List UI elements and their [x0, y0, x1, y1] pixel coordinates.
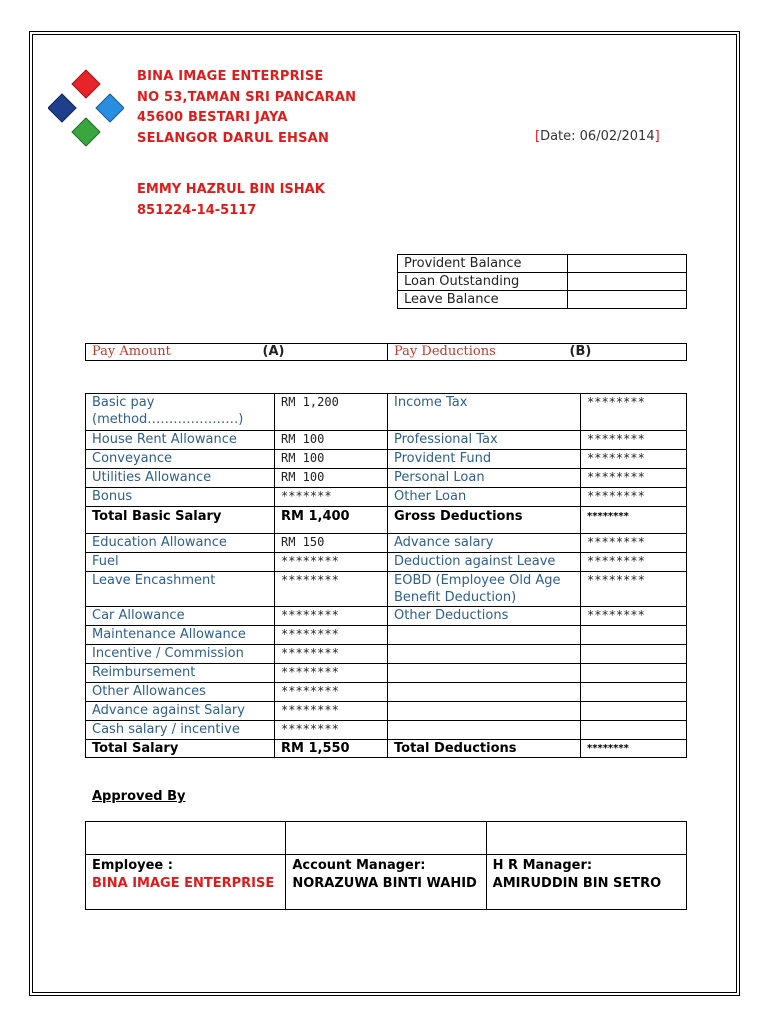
- date-bracket-close: ]: [654, 129, 660, 144]
- table-row: [86, 572, 687, 607]
- deduction-item-label: [388, 664, 581, 683]
- deduction-item-amount: [581, 664, 687, 683]
- pay-item-amount: ********: [275, 721, 388, 740]
- pay-item-label: Utilities Allowance: [86, 469, 275, 488]
- deduction-item-label: Provident Fund: [388, 450, 581, 469]
- employee-approver: [86, 855, 286, 910]
- deduction-item-label: Deduction against Leave: [388, 553, 581, 572]
- pay-amount-label: Pay Amount: [92, 344, 171, 359]
- pay-item-amount: RM 100: [275, 469, 388, 488]
- company-name: BINA IMAGE ENTERPRISE: [137, 69, 324, 84]
- account-manager-approver: [286, 855, 486, 910]
- deduction-item-amount: ********: [581, 607, 687, 626]
- employee-ic: 851224-14-5117: [137, 202, 257, 218]
- deduction-item-amount: ********: [581, 553, 687, 572]
- table-row: [86, 507, 687, 534]
- company-address-line-1: NO 53,TAMAN SRI PANCARAN: [137, 89, 357, 105]
- table-row: [86, 740, 687, 758]
- table-row: [86, 553, 687, 572]
- deduction-item-amount: ********: [581, 431, 687, 450]
- pay-item-amount: RM 100: [275, 431, 388, 450]
- pay-item-label: Conveyance: [86, 450, 275, 469]
- pay-item-amount: RM 1,550: [275, 740, 388, 758]
- hr-manager-approver: [486, 855, 686, 910]
- pay-item-label: Cash salary / incentive: [86, 721, 275, 740]
- deduction-item-amount: ********: [581, 488, 687, 507]
- approved-by-title: Approved By: [92, 789, 186, 804]
- pay-header-table: [85, 343, 687, 361]
- account-manager-signature-cell: [286, 822, 486, 855]
- pay-item-label: Reimbursement: [86, 664, 275, 683]
- balances-table: [397, 254, 687, 309]
- pay-item-amount: ********: [275, 572, 388, 607]
- deduction-item-label: Other Loan: [388, 488, 581, 507]
- deduction-item-label: [388, 683, 581, 702]
- balance-row: [398, 255, 687, 273]
- company-address-line-2: 45600 BESTARI JAYA: [137, 110, 288, 125]
- deduction-item-label: [388, 645, 581, 664]
- deduction-item-amount: [581, 626, 687, 645]
- employee-approver-value: BINA IMAGE ENTERPRISE: [92, 876, 275, 891]
- pay-item-label: Bonus: [86, 488, 275, 507]
- deduction-item-amount: ********: [581, 572, 687, 607]
- balance-label: Provident Balance: [398, 255, 568, 273]
- balance-value: [568, 255, 687, 273]
- pay-item-label: Basic pay (method…………………): [86, 394, 275, 431]
- table-row: [86, 702, 687, 721]
- deduction-item-label: Total Deductions: [388, 740, 581, 758]
- pay-item-amount: RM 150: [275, 534, 388, 553]
- date-text: Date: 06/02/2014: [540, 129, 655, 144]
- deduction-item-label: Gross Deductions: [388, 507, 581, 534]
- pay-item-amount: ********: [275, 664, 388, 683]
- deduction-item-label: Personal Loan: [388, 469, 581, 488]
- deduction-item-amount: [581, 683, 687, 702]
- table-row: [86, 645, 687, 664]
- pay-deductions-tag: (B): [569, 344, 592, 359]
- pay-item-label: Incentive / Commission: [86, 645, 275, 664]
- employee-signature-cell: [86, 822, 286, 855]
- pay-item-amount: ********: [275, 645, 388, 664]
- pay-item-label: Fuel: [86, 553, 275, 572]
- table-row: [86, 721, 687, 740]
- pay-item-label: House Rent Allowance: [86, 431, 275, 450]
- deduction-item-label: [388, 721, 581, 740]
- pay-item-label: Maintenance Allowance: [86, 626, 275, 645]
- table-row: [86, 488, 687, 507]
- table-row: [86, 607, 687, 626]
- pay-deductions-header: [388, 344, 687, 361]
- deduction-item-label: Other Deductions: [388, 607, 581, 626]
- pay-table: [85, 393, 687, 758]
- account-manager-label: Account Manager:: [292, 858, 426, 873]
- table-row: [86, 431, 687, 450]
- pay-item-amount: RM 100: [275, 450, 388, 469]
- table-row: [86, 683, 687, 702]
- date-bracket-open: [: [535, 129, 541, 144]
- pay-item-amount: ********: [275, 702, 388, 721]
- hr-manager-signature-cell: [486, 822, 686, 855]
- table-row: [86, 626, 687, 645]
- deduction-item-label: [388, 626, 581, 645]
- table-row: [86, 394, 687, 431]
- employee-block: [137, 180, 325, 221]
- pay-amount-tag: (A): [262, 344, 285, 359]
- pay-item-amount: ********: [275, 607, 388, 626]
- company-address-line-3: SELANGOR DARUL EHSAN: [137, 130, 330, 146]
- hr-manager-label: H R Manager:: [492, 858, 593, 873]
- table-row: [86, 664, 687, 683]
- pay-item-label: Car Allowance: [86, 607, 275, 626]
- table-row: [86, 469, 687, 488]
- company-block: [137, 67, 356, 149]
- balance-row: [398, 291, 687, 309]
- pay-item-amount: ********: [275, 553, 388, 572]
- pay-item-amount: *******: [275, 488, 388, 507]
- pay-item-amount: ********: [275, 626, 388, 645]
- deduction-item-amount: ********: [581, 469, 687, 488]
- deduction-item-amount: [581, 702, 687, 721]
- pay-item-label: Other Allowances: [86, 683, 275, 702]
- deduction-item-amount: ********: [581, 534, 687, 553]
- pay-amount-header: [86, 344, 388, 361]
- pay-item-label: Advance against Salary: [86, 702, 275, 721]
- hr-manager-value: AMIRUDDIN BIN SETRO: [492, 876, 662, 891]
- balance-value: [568, 273, 687, 291]
- deduction-item-label: [388, 702, 581, 721]
- pay-item-amount: RM 1,400: [275, 507, 388, 534]
- deduction-item-label: Professional Tax: [388, 431, 581, 450]
- pay-item-label: Leave Encashment: [86, 572, 275, 607]
- deduction-item-amount: ********: [581, 740, 687, 758]
- account-manager-value: NORAZUWA BINTI WAHID: [292, 876, 477, 891]
- deduction-item-label: Advance salary: [388, 534, 581, 553]
- date-field: [535, 129, 660, 144]
- deduction-item-label: Income Tax: [388, 394, 581, 431]
- balance-label: Loan Outstanding: [398, 273, 568, 291]
- pay-item-amount: RM 1,200: [275, 394, 388, 431]
- approval-table: [85, 821, 687, 910]
- deduction-item-amount: ********: [581, 507, 687, 534]
- pay-deductions-label: Pay Deductions: [394, 344, 496, 359]
- employee-approver-label: Employee :: [92, 858, 173, 873]
- deduction-item-amount: ********: [581, 394, 687, 431]
- balance-value: [568, 291, 687, 309]
- balance-label: Leave Balance: [398, 291, 568, 309]
- balance-row: [398, 273, 687, 291]
- table-row: [86, 534, 687, 553]
- deduction-item-label: EOBD (Employee Old Age Benefit Deduction): [388, 572, 581, 607]
- pay-item-label: Education Allowance: [86, 534, 275, 553]
- pay-item-label: Total Basic Salary: [86, 507, 275, 534]
- employee-name: EMMY HAZRUL BIN ISHAK: [137, 182, 325, 197]
- deduction-item-amount: [581, 645, 687, 664]
- pay-item-amount: ********: [275, 683, 388, 702]
- table-row: [86, 450, 687, 469]
- pay-item-label: Total Salary: [86, 740, 275, 758]
- deduction-item-amount: ********: [581, 450, 687, 469]
- company-logo: [48, 68, 124, 148]
- deduction-item-amount: [581, 721, 687, 740]
